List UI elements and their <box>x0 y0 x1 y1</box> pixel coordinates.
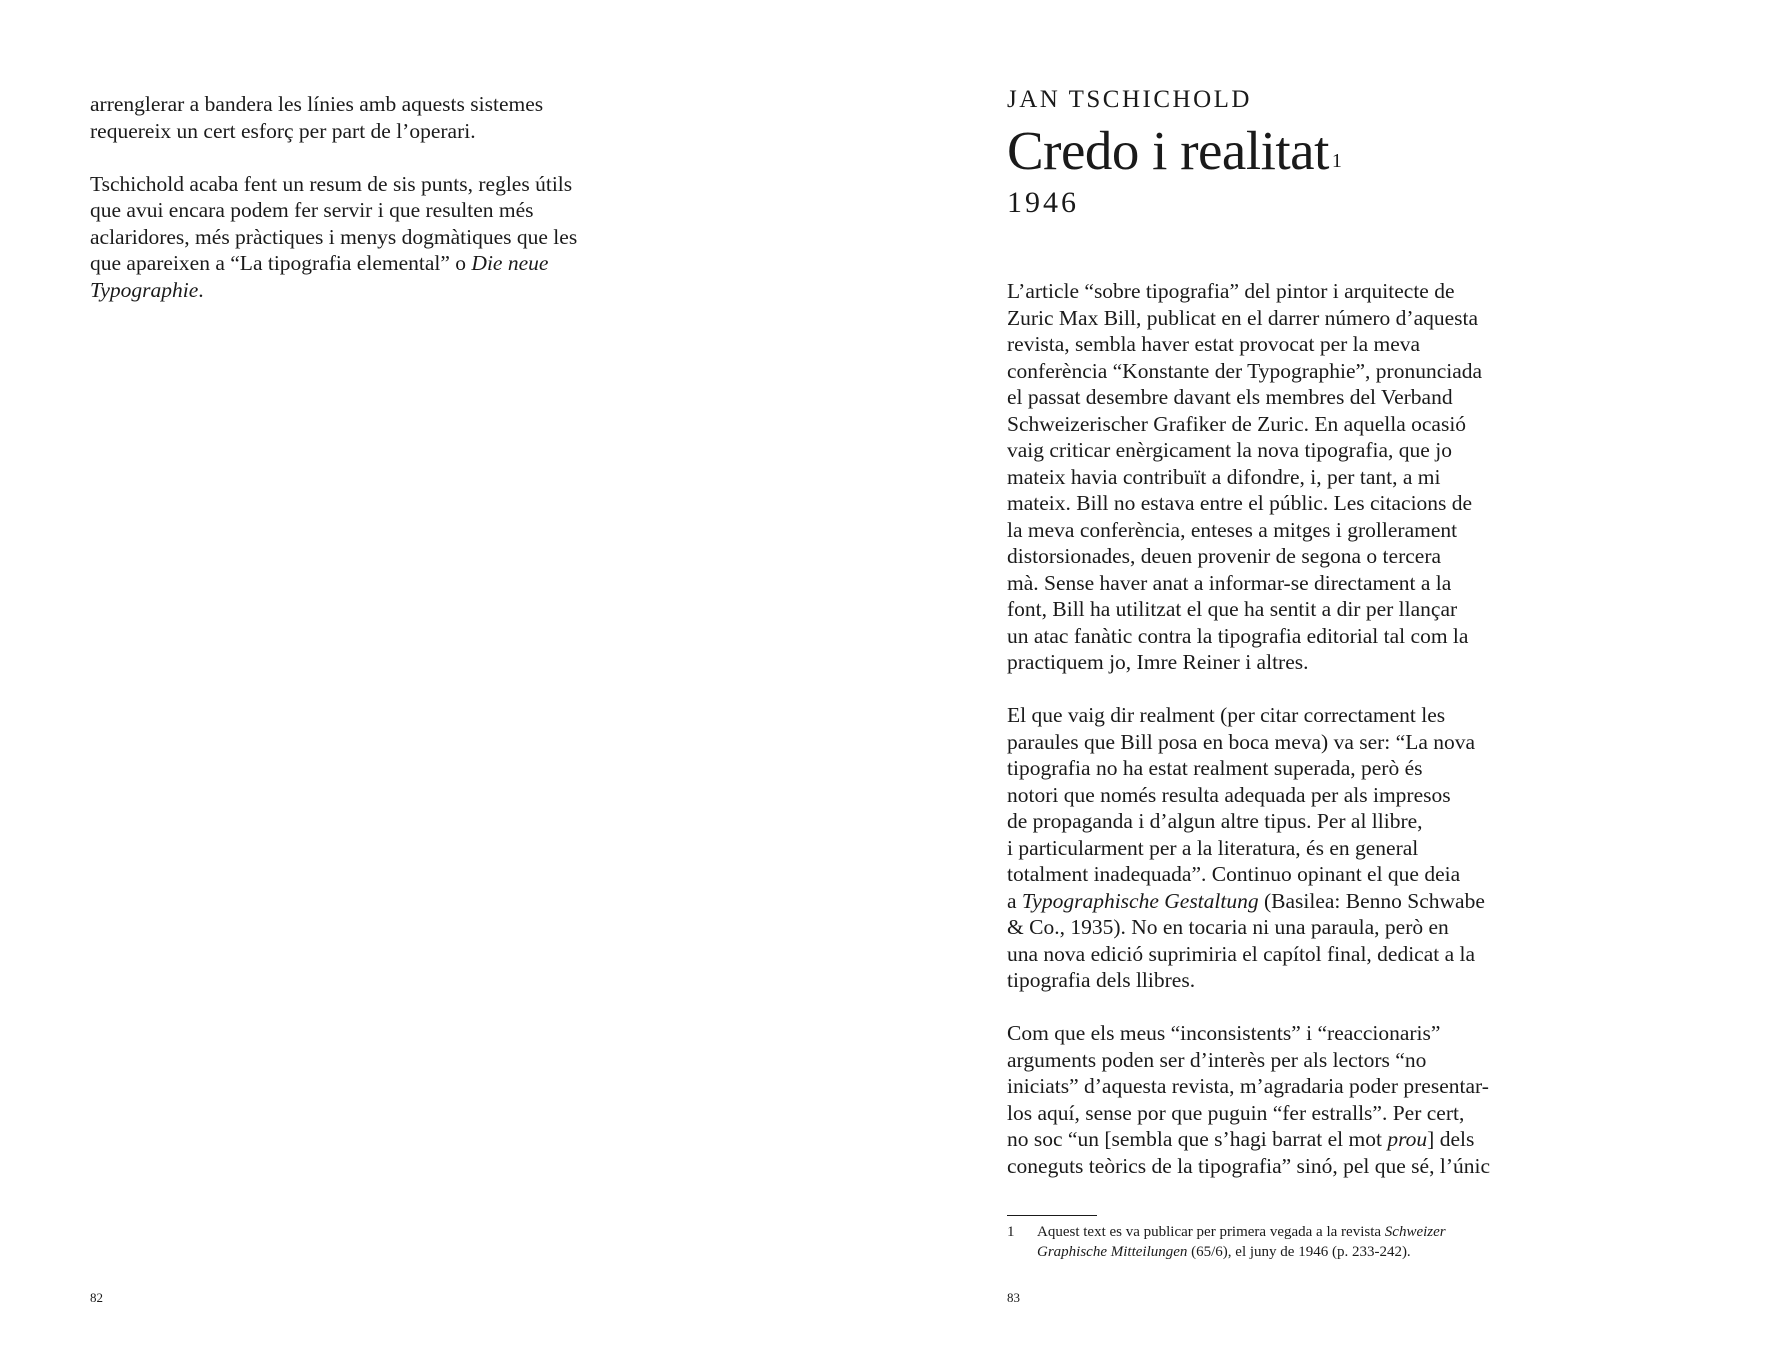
text-line: Zuric Max Bill, publicat en el darrer número d’aquesta <box>1007 305 1479 330</box>
text-line: la meva conferència, enteses a mitges i grollerament <box>1007 517 1458 542</box>
left-page-text <box>90 91 650 330</box>
author-name: JAN TSCHICHOLD <box>1007 86 1252 113</box>
text-line: aclaridores, més pràctiques i menys dogmàtiques que les <box>90 224 578 249</box>
text-line: mateix havia contribuït a difondre, i, per tant, a mi <box>1007 464 1441 489</box>
italic-title-run: Typographie <box>90 277 199 302</box>
text-line: arrenglerar a bandera les línies amb aquests sistemes <box>90 92 544 116</box>
text-line: el passat desembre davant els membres del Verband <box>1007 385 1453 409</box>
text-run: (Basilea: Benno Schwabe <box>1258 888 1485 913</box>
text-run: (65/6), el juny de 1946 (p. 233-242). <box>1187 1244 1411 1260</box>
text-line: vaig criticar enèrgicament la nova tipografia, que jo <box>1007 438 1452 462</box>
text-line: mateix. Bill no estava entre el públic. Les citacions de <box>1007 491 1473 515</box>
text-line: paraules que Bill posa en boca meva) va ser: “La nova <box>1007 729 1476 754</box>
italic-title-run: Typographische Gestaltung <box>1021 888 1259 913</box>
text-run: no soc “un [sembla que s’hagi barrat el mot <box>1007 1127 1388 1151</box>
text-line: tipografia no ha estat realment superada, però és <box>1007 756 1423 780</box>
footnote-line <box>1037 1222 1446 1242</box>
text-run: . <box>198 277 204 302</box>
text-line: una nova edició suprimiria el capítol final, dedicat a la <box>1007 941 1476 966</box>
text-line: notori que només resulta adequada per als impresos <box>1007 782 1451 807</box>
chapter-title <box>1007 118 1341 184</box>
text-line <box>1007 888 1567 915</box>
italic-title-run: Graphische Mitteilungen <box>1037 1244 1188 1260</box>
footnote-line <box>1037 1242 1446 1262</box>
text-line: coneguts teòrics de la tipografia” sinó, pel que sé, l’únic <box>1007 1153 1490 1178</box>
right-paragraph-2 <box>1007 702 1567 994</box>
chapter-title-text: Credo i realitat <box>1007 120 1329 181</box>
text-line: un atac fanàtic contra la tipografia editorial tal com la <box>1007 623 1469 648</box>
text-line: font, Bill ha utilitzat el que ha sentit a dir per llançar <box>1007 597 1458 621</box>
text-line: L’article “sobre tipografia” del pintor i arquitecte de <box>1007 279 1455 303</box>
italic-title-run: Die neue <box>471 251 549 275</box>
text-line: practiquem jo, Imre Reiner i altres. <box>1007 650 1309 674</box>
text-line: los aquí, sense por que puguin “fer estralls”. Per cert, <box>1007 1100 1465 1125</box>
text-line: que avui encara podem fer servir i que resulten més <box>90 198 534 222</box>
footnote-divider <box>1007 1215 1097 1216</box>
right-page <box>886 0 1772 1358</box>
left-paragraph-1 <box>90 91 650 144</box>
text-run: que apareixen a “La tipografia elemental” o <box>90 251 472 275</box>
text-line: Tschichold acaba fent un resum de sis punts, regles útils <box>90 171 573 196</box>
text-line: distorsionades, deuen provenir de segona o tercera <box>1007 544 1442 568</box>
text-line <box>90 250 650 277</box>
page-number: 83 <box>1007 1290 1020 1305</box>
text-line <box>1007 1126 1567 1153</box>
text-line: requereix un cert esforç per part de l’operari. <box>90 118 476 143</box>
italic-title-run: Schweizer <box>1384 1224 1446 1240</box>
left-paragraph-2 <box>90 171 650 304</box>
text-line: iniciats” d’aquesta revista, m’agradaria poder presentar- <box>1007 1074 1489 1098</box>
text-run: Aquest text es va publicar per primera vegada a la revista <box>1037 1224 1385 1240</box>
text-line: i particularment per a la literatura, és en general <box>1007 835 1419 860</box>
text-line: Com que els meus “inconsistents” i “reaccionaris” <box>1007 1021 1441 1045</box>
italic-word-run: prou <box>1387 1127 1428 1151</box>
right-page-text <box>1007 278 1567 1206</box>
text-line: revista, sembla haver estat provocat per la meva <box>1007 332 1421 356</box>
footnote-number: 1 <box>1007 1224 1015 1240</box>
footnote-marker: 1 <box>1331 150 1342 172</box>
chapter-year: 1946 <box>1007 186 1079 219</box>
text-line: totalment inadequada”. Continuo opinant el que deia <box>1007 862 1461 886</box>
right-paragraph-3 <box>1007 1020 1567 1179</box>
text-line: tipografia dels llibres. <box>1007 968 1196 992</box>
text-line: Schweizerischer Grafiker de Zuric. En aquella ocasió <box>1007 411 1467 436</box>
text-line: El que vaig dir realment (per citar correctament les <box>1007 703 1446 727</box>
right-paragraph-1 <box>1007 278 1567 676</box>
text-line: conferència “Konstante der Typographie”, pronunciada <box>1007 358 1483 383</box>
text-line <box>90 277 650 304</box>
text-run: a <box>1007 888 1022 913</box>
text-run: ] dels <box>1427 1127 1475 1151</box>
text-line: arguments poden ser d’interès per als lectors “no <box>1007 1047 1427 1072</box>
footnote-text <box>1037 1222 1446 1262</box>
text-line: & Co., 1935). No en tocaria ni una paraula, però en <box>1007 915 1449 939</box>
page-number: 82 <box>90 1290 103 1305</box>
text-line: mà. Sense haver anat a informar-se directament a la <box>1007 570 1452 595</box>
text-line: de propaganda i d’algun altre tipus. Per al llibre, <box>1007 809 1423 833</box>
